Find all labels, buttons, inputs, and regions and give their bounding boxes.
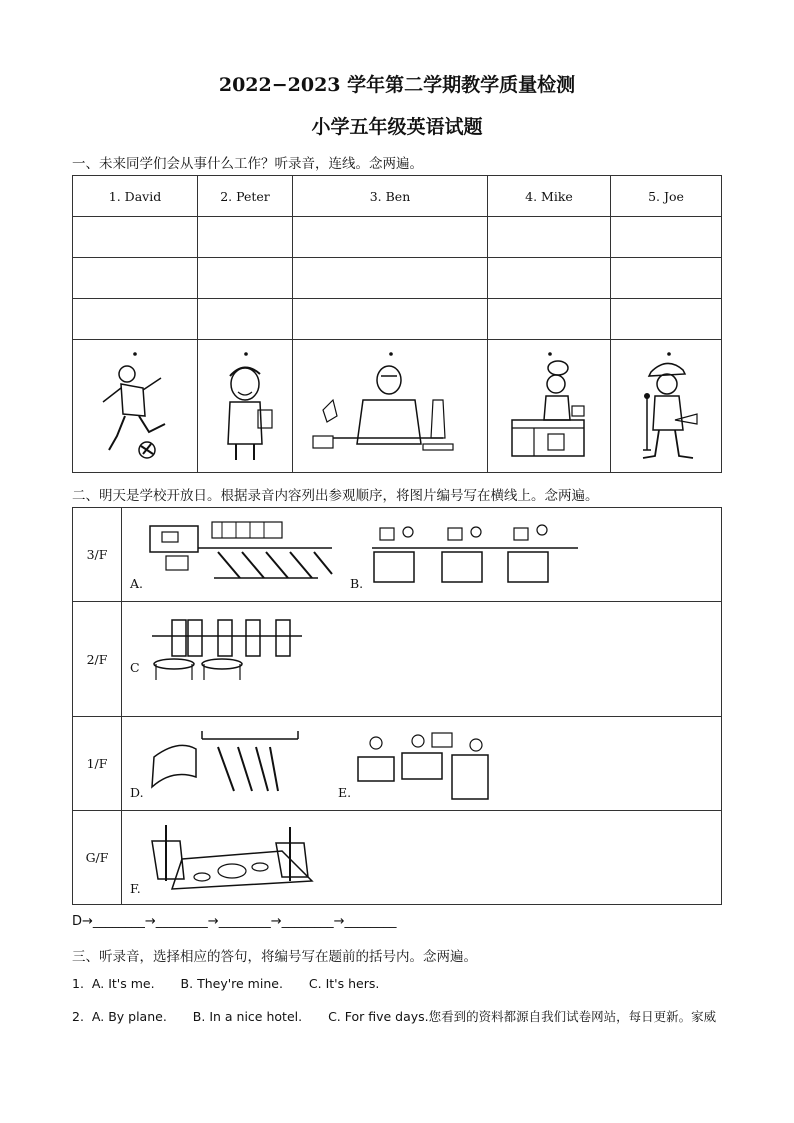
blank-cell[interactable] [611, 217, 722, 258]
picture-label-d: D. [130, 785, 144, 800]
singer-drawing [611, 340, 724, 472]
office-drawing [352, 717, 552, 811]
picture-label-c: C [130, 660, 140, 675]
blank-cell[interactable] [293, 217, 488, 258]
name-cell: 1. David [73, 176, 198, 217]
blank-cell[interactable] [198, 258, 293, 299]
jobs-matching-table [72, 175, 722, 473]
hall-drawing [122, 717, 322, 811]
scientist-picture-cell [293, 340, 488, 473]
singer-picture-cell [611, 340, 722, 473]
option-c[interactable]: C. It's hers. [308, 976, 380, 991]
section2-heading: 二、明天是学校开放日。根据录音内容列出参观顺序，将图片编号写在横线上。念两遍。 [72, 488, 599, 504]
floor-label: G/F [73, 811, 122, 905]
footballer-picture-cell [73, 340, 198, 473]
floor-label: 1/F [73, 717, 122, 811]
computer-room-drawing [372, 508, 622, 602]
page-subtitle: 小学五年级英语试题 [311, 116, 483, 138]
library-drawing [122, 602, 322, 717]
blank-cell[interactable] [611, 299, 722, 340]
option-c[interactable]: C. For five days. [328, 1009, 429, 1024]
blank-cell[interactable] [488, 258, 611, 299]
blank-cell[interactable] [73, 217, 198, 258]
doctor-drawing [198, 340, 292, 472]
name-cell: 2. Peter [198, 176, 293, 217]
picture-label-a: A. [130, 576, 144, 591]
ground-floor-pictures [122, 811, 722, 905]
question-number: 1. [72, 976, 84, 991]
question-number: 2. [72, 1009, 84, 1024]
watermark-text: 您看到的资料都源自我们试卷网站，每日更新。家威 [428, 1009, 717, 1024]
name-cell: 4. Mike [488, 176, 611, 217]
blank-cell[interactable] [611, 258, 722, 299]
floor-2-pictures [122, 602, 722, 717]
picture-label-f: F. [130, 881, 141, 896]
cook-drawing [488, 340, 610, 472]
page-title: 2022−2023 学年第二学期教学质量检测 [218, 74, 576, 96]
option-b[interactable]: B. In a nice hotel. [192, 1009, 303, 1024]
section1-heading: 一、未来同学们会从事什么工作？听录音，连线。念两遍。 [72, 156, 423, 172]
footballer-drawing [73, 340, 197, 472]
picture-label-b: B. [350, 576, 364, 591]
school-floors-table [72, 507, 722, 905]
section3-heading: 三、听录音，选择相应的答句，将编号写在题前的括号内。念两遍。 [72, 949, 477, 965]
question-1 [72, 976, 401, 991]
blank-cell[interactable] [73, 299, 198, 340]
visit-order-blanks[interactable]: D→________→________→________→________→________ [72, 914, 397, 929]
cook-picture-cell [488, 340, 611, 473]
blank-cell[interactable] [488, 217, 611, 258]
blank-cell[interactable] [73, 258, 198, 299]
blank-cell[interactable] [198, 299, 293, 340]
question-2 [72, 1007, 716, 1025]
name-cell: 5. Joe [611, 176, 722, 217]
blank-cell[interactable] [293, 299, 488, 340]
gym-drawing [122, 811, 342, 905]
option-a[interactable]: A. By plane. [91, 1009, 167, 1024]
option-a[interactable]: A. It's me. [91, 976, 155, 991]
picture-label-e: E. [338, 785, 352, 800]
floor-label: 2/F [73, 602, 122, 717]
floor-label: 3/F [73, 508, 122, 602]
floor-3-pictures [122, 508, 722, 602]
blank-cell[interactable] [198, 217, 293, 258]
doctor-picture-cell [198, 340, 293, 473]
name-cell: 3. Ben [293, 176, 488, 217]
option-b[interactable]: B. They're mine. [180, 976, 283, 991]
blank-cell[interactable] [293, 258, 488, 299]
scientist-drawing [293, 340, 487, 472]
floor-1-pictures [122, 717, 722, 811]
blank-cell[interactable] [488, 299, 611, 340]
